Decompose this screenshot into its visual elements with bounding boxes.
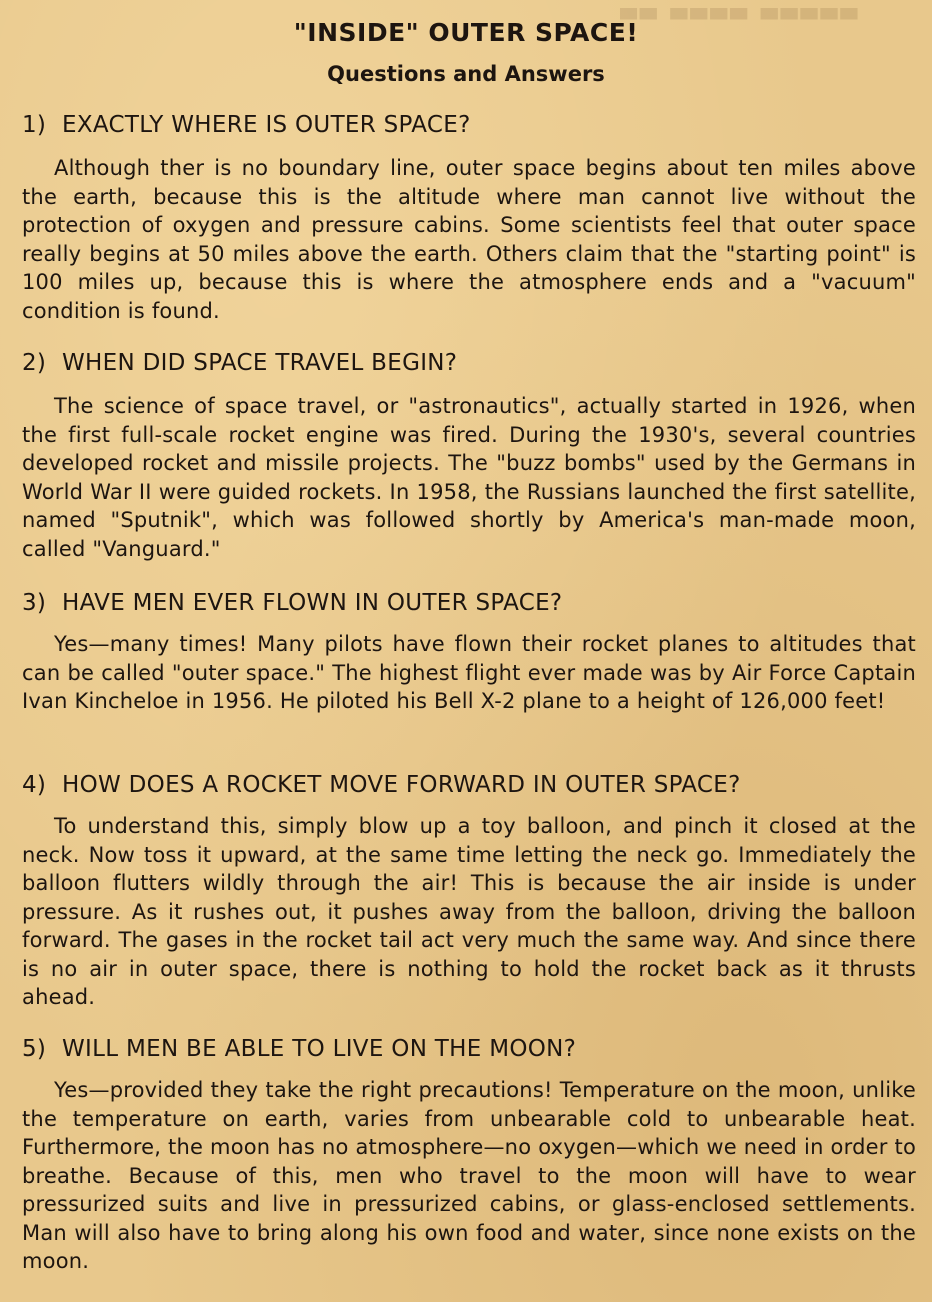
answer-1: Although ther is no boundary line, outer space begins about ten miles above the earth, because this is the altitude where man cannot live without the protection of oxygen and pressure cabins. Some scientists feel that outer space really begins at 50 miles above the earth. Others claim that the "starting point" is 100 miles up, because this is where the atmosphere ends and a "vacuum" condition is found. <box>22 156 916 323</box>
page-subtitle: Questions and Answers <box>327 62 605 86</box>
question-number: 4) <box>22 772 47 798</box>
question-1 <box>22 112 922 138</box>
question-number: 5) <box>22 1036 47 1062</box>
bleed-through-texture: ▀▀ ▀▀▀▀ ▀▀▀▀▀ <box>620 8 861 33</box>
question-text: HOW DOES A ROCKET MOVE FORWARD IN OUTER SPACE? <box>62 772 741 798</box>
question-number: 3) <box>22 590 47 616</box>
question-4 <box>22 772 922 798</box>
answer-2: The science of space travel, or "astronautics", actually started in 1926, when the first full-scale rocket engine was fired. During the 1930's, several countries developed rocket and missile projects. The "buzz bombs" used by the Germans in World War II were guided rockets. In 1958, the Russians launched the first satellite, named "Sputnik", which was followed shortly by America's man-made moon, called "Vanguard." <box>22 394 916 561</box>
page-title: "INSIDE" OUTER SPACE! <box>293 18 639 47</box>
question-text: EXACTLY WHERE IS OUTER SPACE? <box>62 112 471 138</box>
answer-5: Yes—provided they take the right precautions! Temperature on the moon, unlike the temperature on earth, varies from unbearable cold to unbearable heat. Furthermore, the moon has no atmosphere—no oxygen—which we need in order to breathe. Because of this, men who travel to the moon will have to wear pressurized suits and live in pressurized cabins, or glass-enclosed settlements. Man will also have to bring along his own food and water, since none exists on the moon. <box>22 1078 916 1273</box>
question-5 <box>22 1036 922 1062</box>
question-text: HAVE MEN EVER FLOWN IN OUTER SPACE? <box>62 590 563 616</box>
question-number: 1) <box>22 112 47 138</box>
question-3 <box>22 590 922 616</box>
question-text: WILL MEN BE ABLE TO LIVE ON THE MOON? <box>62 1036 577 1062</box>
question-2 <box>22 350 922 376</box>
answer-4: To understand this, simply blow up a toy balloon, and pinch it closed at the neck. Now toss it upward, at the same time letting the neck go. Immediately the balloon flutters wildly through the air! This is because the air inside is under pressure. As it rushes out, it pushes away from the balloon, driving the balloon forward. The gases in the rocket tail act very much the same way. And since there is no air in outer space, there is nothing to hold the rocket back as it thrusts ahead. <box>22 814 916 1009</box>
answer-3: Yes—many times! Many pilots have flown their rocket planes to altitudes that can be called "outer space." The highest flight ever made was by Air Force Captain Ivan Kincheloe in 1956. He piloted his Bell X-2 plane to a height of 126,000 feet! <box>22 632 916 713</box>
question-text: WHEN DID SPACE TRAVEL BEGIN? <box>62 350 458 376</box>
question-number: 2) <box>22 350 47 376</box>
